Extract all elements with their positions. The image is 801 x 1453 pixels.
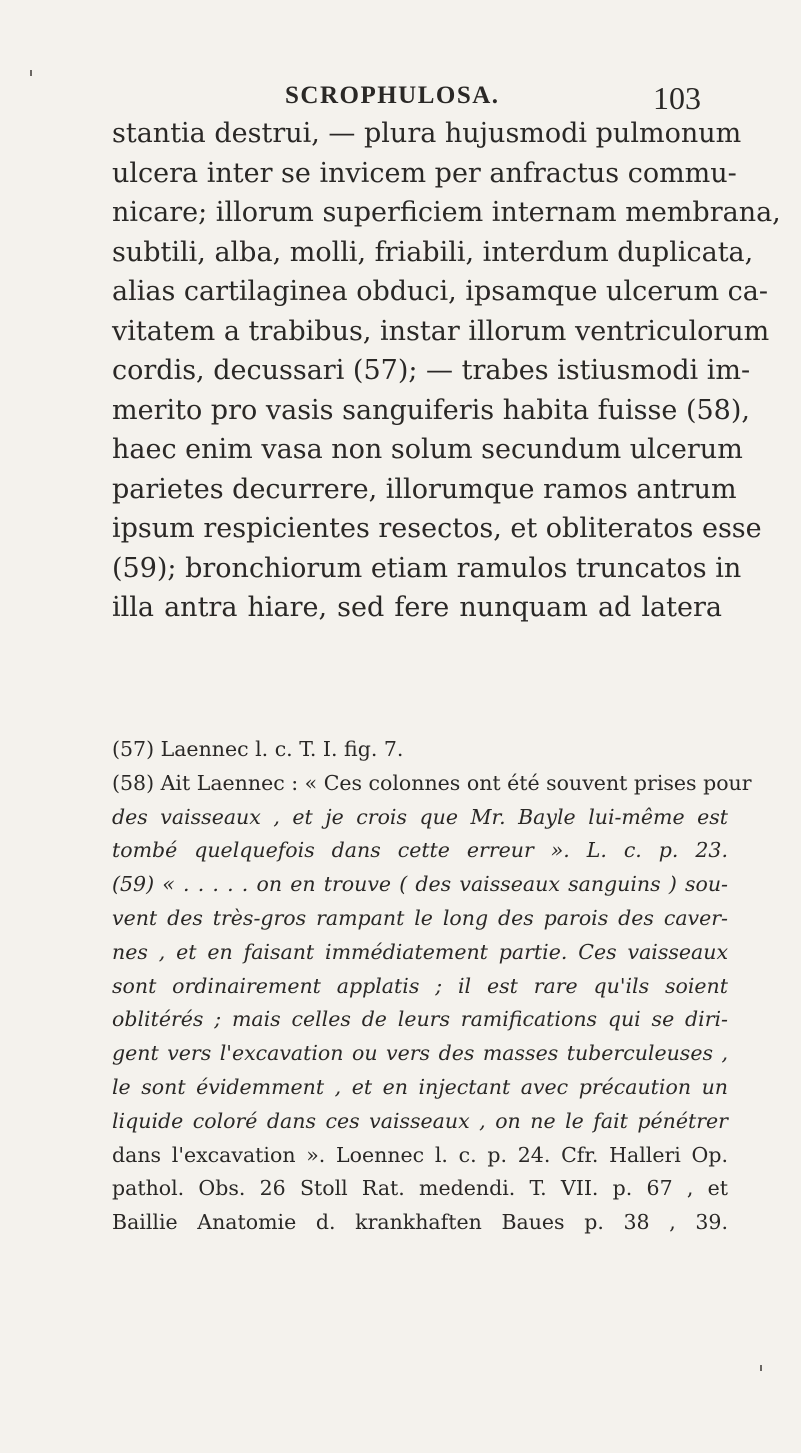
text-line: cordis, decussari (57); — trabes istiusmodi im-	[112, 355, 751, 386]
footnote-line: le sont évidemment , et en injectant avec précaution un	[112, 1074, 728, 1099]
text-line: vitatem a trabibus, instar illorum ventriculorum	[112, 315, 770, 347]
text-line: parietes decurrere, illorumque ramos antrum	[112, 473, 737, 505]
footnote-line: des vaisseaux , et je crois que Mr. Bayle lui-même est	[112, 804, 728, 829]
footnote-line: tombé quelquefois dans cette erreur ». L. c. p. 23.	[112, 838, 728, 863]
text-line: stantia destrui, — plura hujusmodi pulmonum	[112, 118, 742, 149]
print-mark	[760, 1365, 762, 1371]
footnote-line: Baillie Anatomie d. krankhaften Baues p. 38 , 39.	[112, 1210, 728, 1235]
footnote-line: vent des très-gros rampant le long des parois des caver-	[112, 905, 728, 930]
text-line: subtili, alba, molli, friabili, interdum duplicata,	[112, 236, 754, 268]
text-line: (59); bronchiorum etiam ramulos truncatos in	[112, 552, 742, 584]
page-number: 103	[653, 80, 701, 116]
footnote-line: oblitérés ; mais celles de leurs ramifications qui se diri-	[112, 1007, 728, 1032]
footnote-line: gent vers l'excavation ou vers des masses tuberculeuses ,	[112, 1041, 728, 1066]
footnote-line: nes , et en faisant immédiatement partie. Ces vaisseaux	[112, 939, 728, 964]
footnotes	[112, 733, 752, 1240]
footnote-line: pathol. Obs. 26 Stoll Rat. medendi. T. VII. p. 67 , et	[112, 1176, 728, 1201]
main-text	[112, 114, 781, 628]
footnote-line: (58) Ait Laennec : « Ces colonnes ont été souvent prises pour	[112, 770, 752, 795]
text-line: haec enim vasa non solum secundum ulcerum	[112, 434, 743, 465]
footnote-line: sont ordinairement applatis ; il est rare qu'ils soient	[112, 973, 728, 998]
text-line: ulcera inter se invicem per anfractus commu-	[112, 157, 737, 189]
page-header	[0, 82, 801, 118]
text-line: merito pro vasis sanguiferis habita fuisse (58),	[112, 394, 750, 426]
footnote-line: dans l'excavation ». Loennec l. c. p. 24. Cfr. Halleri Op.	[112, 1142, 728, 1167]
footnote-line: (59) « . . . . . on en trouve ( des vaisseaux sanguins ) sou-	[112, 872, 728, 897]
footnote-line: (57) Laennec l. c. T. I. fig. 7.	[112, 737, 404, 761]
running-head: SCROPHULOSA.	[285, 82, 500, 109]
text-line: ipsum respicientes resectos, et obliteratos esse	[112, 513, 762, 544]
print-mark	[30, 70, 32, 76]
footnote-line: liquide coloré dans ces vaisseaux , on ne le fait pénétrer	[112, 1108, 728, 1133]
text-line: illa antra hiare, sed fere nunquam ad latera	[112, 592, 722, 623]
text-line: nicare; illorum superficiem internam membrana,	[112, 197, 781, 228]
text-line: alias cartilaginea obduci, ipsamque ulcerum ca-	[112, 276, 769, 307]
